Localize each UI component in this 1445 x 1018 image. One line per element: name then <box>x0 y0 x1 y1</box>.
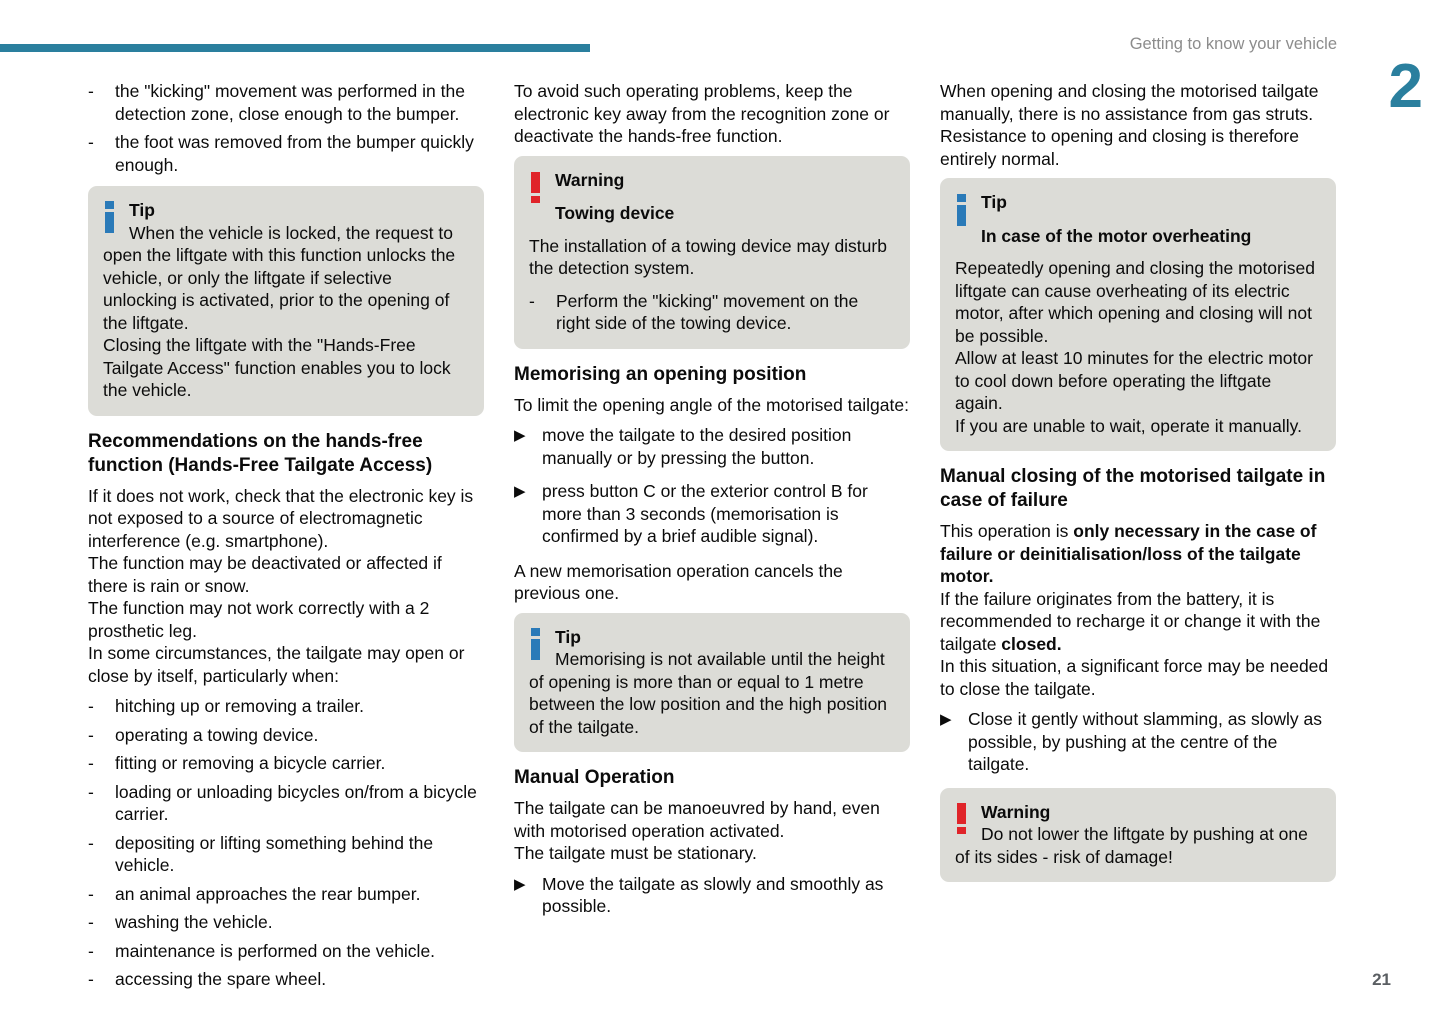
list-item-text: Close it gently without slamming, as slowly as possible, by pushing at the centre of the tailgate. <box>968 709 1323 774</box>
list-item-text: the foot was removed from the bumper quickly enough. <box>115 132 474 175</box>
tip-box <box>88 186 484 416</box>
paragraph <box>514 560 910 605</box>
box-body <box>955 823 1321 868</box>
list-item-text: fitting or removing a bicycle carrier. <box>115 753 386 773</box>
paragraph-line: Closing the liftgate with the "Hands-Free Tailgate Access" function enables you to lock the vehicle. <box>103 335 451 400</box>
content-columns <box>88 80 1336 1001</box>
list-item-text: washing the vehicle. <box>115 912 273 932</box>
list-item-text: operating a towing device. <box>115 724 319 745</box>
paragraph-line: The function may be deactivated or affected if there is rain or snow. <box>88 553 442 596</box>
box-title: Warning <box>981 801 1051 822</box>
warning-icon <box>957 803 966 834</box>
dash-bullet: - <box>88 724 94 745</box>
list-item <box>88 883 484 906</box>
paragraph-line: The tailgate must be stationary. <box>514 843 757 863</box>
column-1 <box>88 80 484 1001</box>
header-accent-bar <box>0 44 590 52</box>
paragraph-line: To avoid such operating problems, keep the electronic key away from the recognition zone or deactivate the hands-free function. <box>514 81 890 146</box>
box-title: Warning <box>555 169 625 190</box>
arrow-list-item <box>514 480 910 548</box>
paragraph-line: To limit the opening angle of the motorised tailgate: <box>514 394 909 415</box>
text-run: This operation is <box>940 521 1074 541</box>
arrow-list-item <box>940 708 1336 776</box>
info-icon <box>957 194 966 226</box>
dash-list <box>88 80 484 176</box>
list-item-text: Move the tailgate as slowly and smoothly as possible. <box>542 873 884 916</box>
list-item <box>529 290 895 335</box>
arrow-bullet-icon: ▶ <box>940 711 952 728</box>
paragraph <box>940 80 1336 170</box>
column-3 <box>940 80 1336 896</box>
info-icon <box>531 628 540 660</box>
paragraph-line: Do not lower the liftgate by pushing at one of its sides - risk of damage! <box>955 824 1308 867</box>
dash-bullet: - <box>88 912 94 932</box>
paragraph-line: If you are unable to wait, operate it manually. <box>955 415 1302 436</box>
section-heading: Manual Operation <box>514 767 675 788</box>
paragraph-line: The tailgate can be manoeuvred by hand, even with motorised operation activated. <box>514 798 880 841</box>
dash-bullet: - <box>88 969 94 989</box>
page-number: 21 <box>1372 970 1391 989</box>
paragraph-line <box>940 588 1336 656</box>
text-run: If the failure originates from the battery, it is recommended to recharge it or change it with the tailgate <box>940 588 1321 654</box>
arrow-list <box>940 708 1336 776</box>
paragraph <box>514 80 910 148</box>
list-item <box>88 724 484 747</box>
paragraph-line: When the vehicle is locked, the request to open the liftgate with this function unlocks the vehicle, or only the liftgate if selective unlocking is activated, prior to the opening of the liftgate. <box>103 222 456 333</box>
box-title: Tip <box>981 192 1007 212</box>
dash-bullet: - <box>88 781 94 802</box>
list-item <box>88 752 484 775</box>
info-icon <box>105 201 114 233</box>
tip-box <box>940 178 1336 451</box>
list-item-text: Perform the "kicking" movement on the right side of the towing device. <box>556 290 859 333</box>
box-body <box>955 257 1321 437</box>
section-heading: Manual closing of the motorised tailgate in case of failure <box>940 466 1326 511</box>
dash-bullet: - <box>88 940 94 961</box>
chapter-number: 2 <box>1388 52 1423 121</box>
dash-bullet: - <box>88 753 94 773</box>
box-title: Tip <box>129 200 155 220</box>
list-item <box>88 695 484 718</box>
dash-bullet: - <box>529 290 535 311</box>
dash-bullet: - <box>88 883 94 904</box>
paragraph-line: Memorising is not available until the height of opening is more than or equal to 1 metre between the low position and the high position of the tailgate. <box>529 649 888 737</box>
list-item-text: accessing the spare wheel. <box>115 969 327 989</box>
warning-icon <box>531 172 540 203</box>
list-item <box>88 131 484 176</box>
box-body <box>529 235 895 280</box>
list-item <box>88 940 484 963</box>
section-heading: Recommendations on the hands-free function (Hands-Free Tailgate Access) <box>88 430 433 476</box>
paragraph-line: In this situation, a significant force may be needed to close the tailgate. <box>940 656 1329 699</box>
bold-text: only necessary in the case of failure or deinitialisation/loss of the tailgate motor. <box>940 521 1317 586</box>
dash-bullet: - <box>88 832 94 853</box>
paragraph-line: When opening and closing the motorised tailgate manually, there is no assistance from gas struts. Resistance to opening and closing is therefore entirely normal. <box>940 81 1319 169</box>
dash-list <box>88 695 484 991</box>
paragraph-line: Allow at least 10 minutes for the electric motor to cool down before operating the liftgate again. <box>955 348 1313 413</box>
paragraph <box>514 394 910 417</box>
arrow-bullet-icon: ▶ <box>514 427 526 444</box>
paragraph-line: The function may not work correctly with a 2 prosthetic leg. <box>88 598 430 641</box>
box-title: Tip <box>555 626 581 647</box>
warning-box <box>940 788 1336 883</box>
box-dash-list <box>529 290 895 335</box>
list-item-text: the "kicking" movement was performed in the detection zone, close enough to the bumper. <box>115 81 465 124</box>
box-subtitle: Towing device <box>555 203 675 223</box>
dash-bullet: - <box>88 81 94 101</box>
paragraph <box>940 520 1336 700</box>
list-item <box>88 781 484 826</box>
list-item <box>88 968 484 991</box>
arrow-bullet-icon: ▶ <box>514 483 526 500</box>
list-item-text: an animal approaches the rear bumper. <box>115 883 421 904</box>
box-head-text <box>555 169 674 225</box>
box-head <box>529 169 895 225</box>
paragraph-line: A new memorisation operation cancels the previous one. <box>514 560 843 603</box>
arrow-list <box>514 424 910 548</box>
box-body <box>103 222 469 402</box>
list-item-text: hitching up or removing a trailer. <box>115 696 365 716</box>
paragraph-line: Repeatedly opening and closing the motorised liftgate can cause overheating of its electric motor, after which opening and closing will not be possible. <box>955 258 1315 346</box>
tip-box <box>514 613 910 753</box>
list-item-text: maintenance is performed on the vehicle. <box>115 940 436 961</box>
paragraph <box>88 485 484 688</box>
box-body <box>529 648 895 738</box>
paragraph-line: The installation of a towing device may disturb the detection system. <box>529 235 887 278</box>
dash-bullet: - <box>88 696 94 716</box>
section-heading: Memorising an opening position <box>514 363 807 385</box>
arrow-list-item <box>514 873 910 918</box>
column-2 <box>514 80 910 930</box>
warning-box <box>514 156 910 349</box>
list-item-text: press button C or the exterior control B for more than 3 seconds (memorisation is confirmed by a brief audible signal). <box>542 481 868 546</box>
bold-text: closed. <box>1001 633 1062 654</box>
box-subtitle: In case of the motor overheating <box>981 225 1252 246</box>
list-item-text: move the tailgate to the desired position manually or by pressing the button. <box>542 425 852 468</box>
box-head-text <box>981 191 1251 247</box>
dash-bullet: - <box>88 132 94 152</box>
paragraph <box>514 797 910 865</box>
list-item-text: depositing or lifting something behind the vehicle. <box>115 832 434 875</box>
list-item <box>88 832 484 877</box>
list-item <box>88 911 484 934</box>
paragraph-line <box>940 520 1336 588</box>
list-item <box>88 80 484 125</box>
box-head <box>955 191 1321 247</box>
paragraph-line: In some circumstances, the tailgate may open or close by itself, particularly when: <box>88 643 465 686</box>
arrow-bullet-icon: ▶ <box>514 875 526 893</box>
arrow-list <box>514 873 910 918</box>
paragraph-line: If it does not work, check that the electronic key is not exposed to a source of electromagnetic interference (e.g. smartphone). <box>88 485 474 551</box>
running-header-title: Getting to know your vehicle <box>1129 35 1337 53</box>
list-item-text: loading or unloading bicycles on/from a bicycle carrier. <box>115 781 477 824</box>
arrow-list-item <box>514 424 910 469</box>
